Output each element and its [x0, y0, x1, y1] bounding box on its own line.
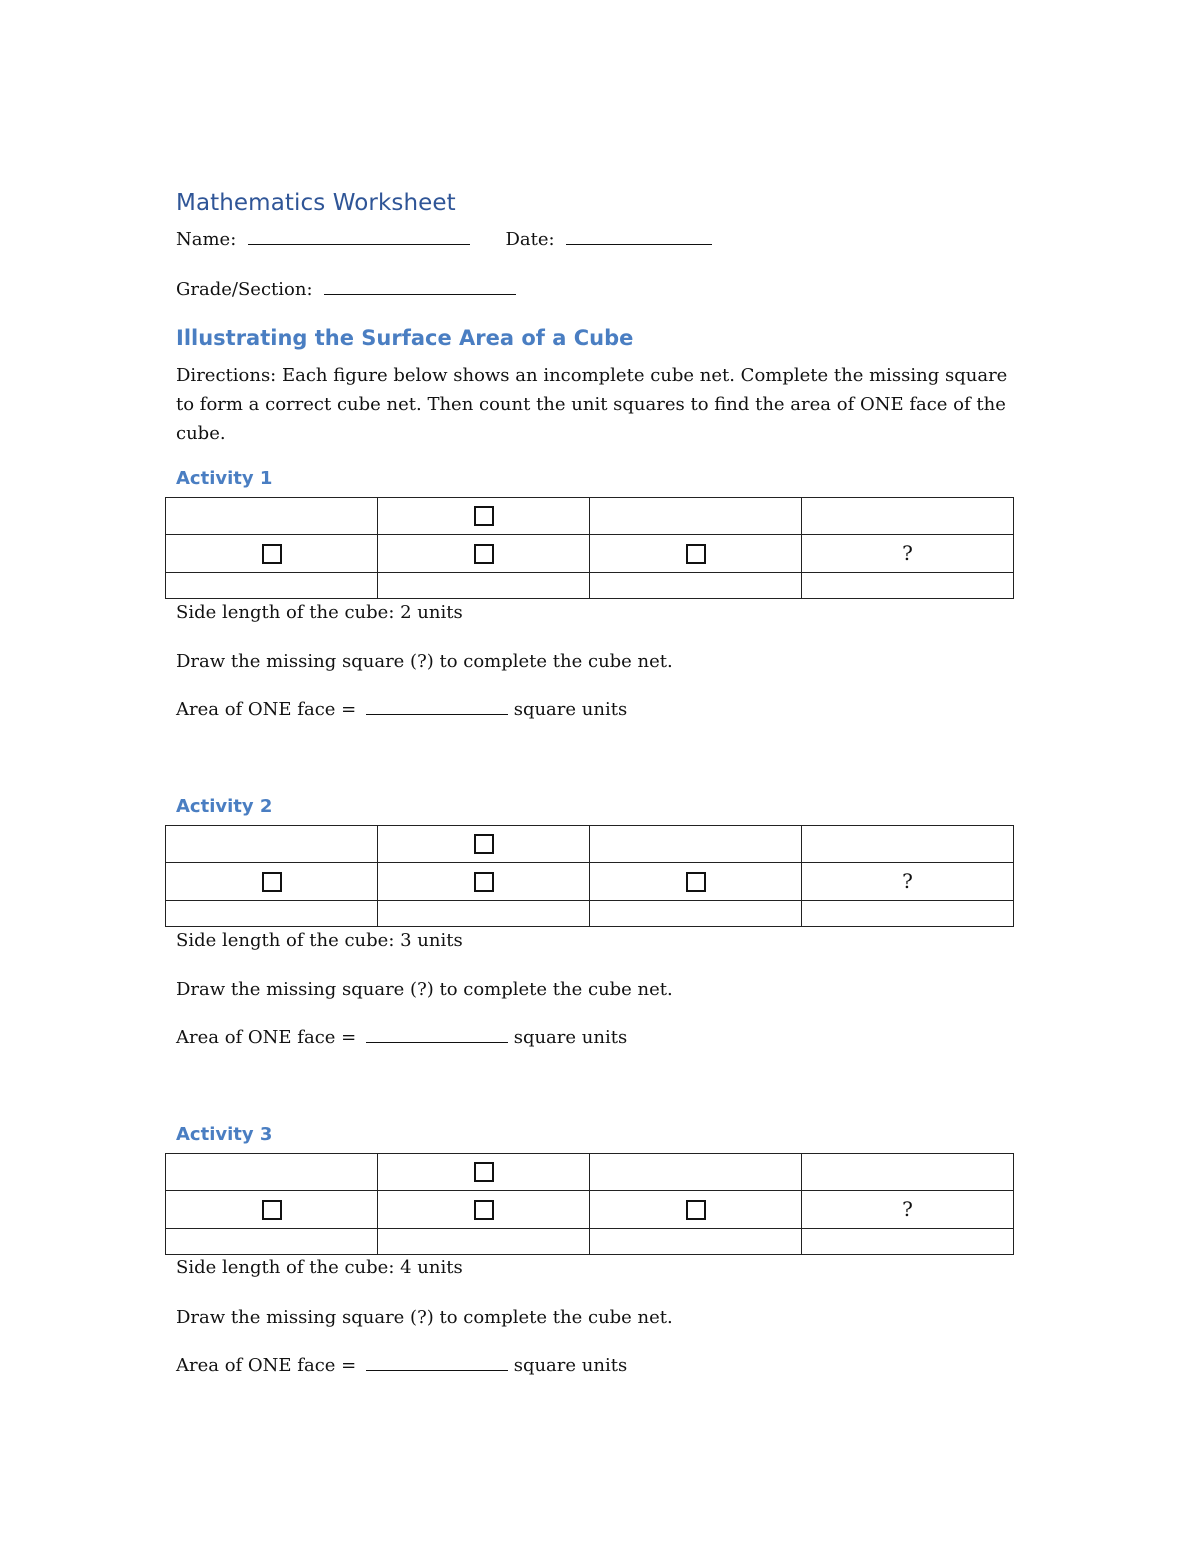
- face-square: [262, 1200, 282, 1220]
- missing-marker: ?: [902, 1197, 913, 1221]
- activity-1-instruction: Draw the missing square (?) to complete the cube net.: [176, 651, 673, 672]
- name-blank[interactable]: [248, 228, 470, 245]
- net-cell: [166, 1191, 378, 1229]
- net-cell: [378, 901, 590, 927]
- net-cell: [802, 573, 1014, 599]
- net-cell: [802, 1154, 1014, 1191]
- net-cell: [166, 573, 378, 599]
- net-cell: [378, 498, 590, 535]
- net-cell: [166, 1229, 378, 1255]
- missing-marker: ?: [902, 869, 913, 893]
- activity-2-side-length: Side length of the cube: 3 units: [176, 930, 463, 951]
- area-unit: square units: [513, 1027, 628, 1048]
- net-cell: [590, 1191, 802, 1229]
- net-cell: [378, 535, 590, 573]
- missing-square-cell[interactable]: [802, 535, 1014, 573]
- net-cell: [166, 535, 378, 573]
- missing-square-cell[interactable]: [802, 1191, 1014, 1229]
- net-cell: [378, 1191, 590, 1229]
- activity-1-cube-net: [165, 497, 1014, 599]
- net-cell: [590, 863, 802, 901]
- activity-3-area-row: [176, 1354, 627, 1378]
- activity-2-area-row: [176, 1026, 627, 1050]
- net-cell: [590, 1154, 802, 1191]
- directions-text: Directions: Each figure below shows an incomplete cube net. Complete the missing square to form a correct cube net. Then count the unit squares to find the area of ONE face of the cube.: [176, 365, 1008, 444]
- net-cell: [166, 498, 378, 535]
- activity-2-title: Activity 2: [176, 796, 273, 817]
- grade-section-blank[interactable]: [324, 278, 516, 295]
- activity-2-cube-net: [165, 825, 1014, 927]
- net-cell: [166, 826, 378, 863]
- date-blank[interactable]: [566, 228, 712, 245]
- net-cell: [590, 1229, 802, 1255]
- net-cell: [590, 498, 802, 535]
- net-cell: [590, 826, 802, 863]
- face-square: [686, 544, 706, 564]
- net-cell: [166, 1154, 378, 1191]
- area-answer-blank[interactable]: [366, 698, 508, 715]
- name-date-row: [176, 228, 712, 252]
- area-answer-blank[interactable]: [366, 1026, 508, 1043]
- name-label: Name:: [176, 229, 237, 250]
- activity-1-area-row: [176, 698, 627, 722]
- net-cell: [802, 826, 1014, 863]
- face-square: [474, 544, 494, 564]
- face-square: [474, 1200, 494, 1220]
- net-cell: [166, 901, 378, 927]
- worksheet-title: Mathematics Worksheet: [176, 190, 456, 216]
- face-square: [262, 544, 282, 564]
- net-cell: [166, 863, 378, 901]
- missing-marker: ?: [902, 541, 913, 565]
- activity-3-instruction: Draw the missing square (?) to complete the cube net.: [176, 1307, 673, 1328]
- section-title: Illustrating the Surface Area of a Cube: [176, 326, 634, 350]
- net-cell: [378, 1154, 590, 1191]
- area-answer-blank[interactable]: [366, 1354, 508, 1371]
- activity-1-title: Activity 1: [176, 468, 273, 489]
- net-cell: [378, 1229, 590, 1255]
- face-square: [474, 506, 494, 526]
- area-label: Area of ONE face =: [176, 699, 357, 720]
- net-cell: [378, 573, 590, 599]
- face-square: [262, 872, 282, 892]
- face-square: [474, 1162, 494, 1182]
- grade-row: [176, 278, 516, 302]
- area-label: Area of ONE face =: [176, 1355, 357, 1376]
- face-square: [686, 872, 706, 892]
- activity-1-side-length: Side length of the cube: 2 units: [176, 602, 463, 623]
- activity-3-cube-net: [165, 1153, 1014, 1255]
- net-cell: [590, 573, 802, 599]
- net-cell: [802, 1229, 1014, 1255]
- face-square: [474, 872, 494, 892]
- area-label: Area of ONE face =: [176, 1027, 357, 1048]
- face-square: [474, 834, 494, 854]
- net-cell: [802, 498, 1014, 535]
- activity-2-instruction: Draw the missing square (?) to complete the cube net.: [176, 979, 673, 1000]
- face-square: [686, 1200, 706, 1220]
- net-cell: [378, 826, 590, 863]
- grade-section-label: Grade/Section:: [176, 279, 313, 300]
- activity-3-title: Activity 3: [176, 1124, 273, 1145]
- net-cell: [590, 535, 802, 573]
- net-cell: [802, 901, 1014, 927]
- net-cell: [378, 863, 590, 901]
- area-unit: square units: [513, 1355, 628, 1376]
- missing-square-cell[interactable]: [802, 863, 1014, 901]
- area-unit: square units: [513, 699, 628, 720]
- net-cell: [590, 901, 802, 927]
- activity-3-side-length: Side length of the cube: 4 units: [176, 1257, 463, 1278]
- date-label: Date:: [505, 229, 555, 250]
